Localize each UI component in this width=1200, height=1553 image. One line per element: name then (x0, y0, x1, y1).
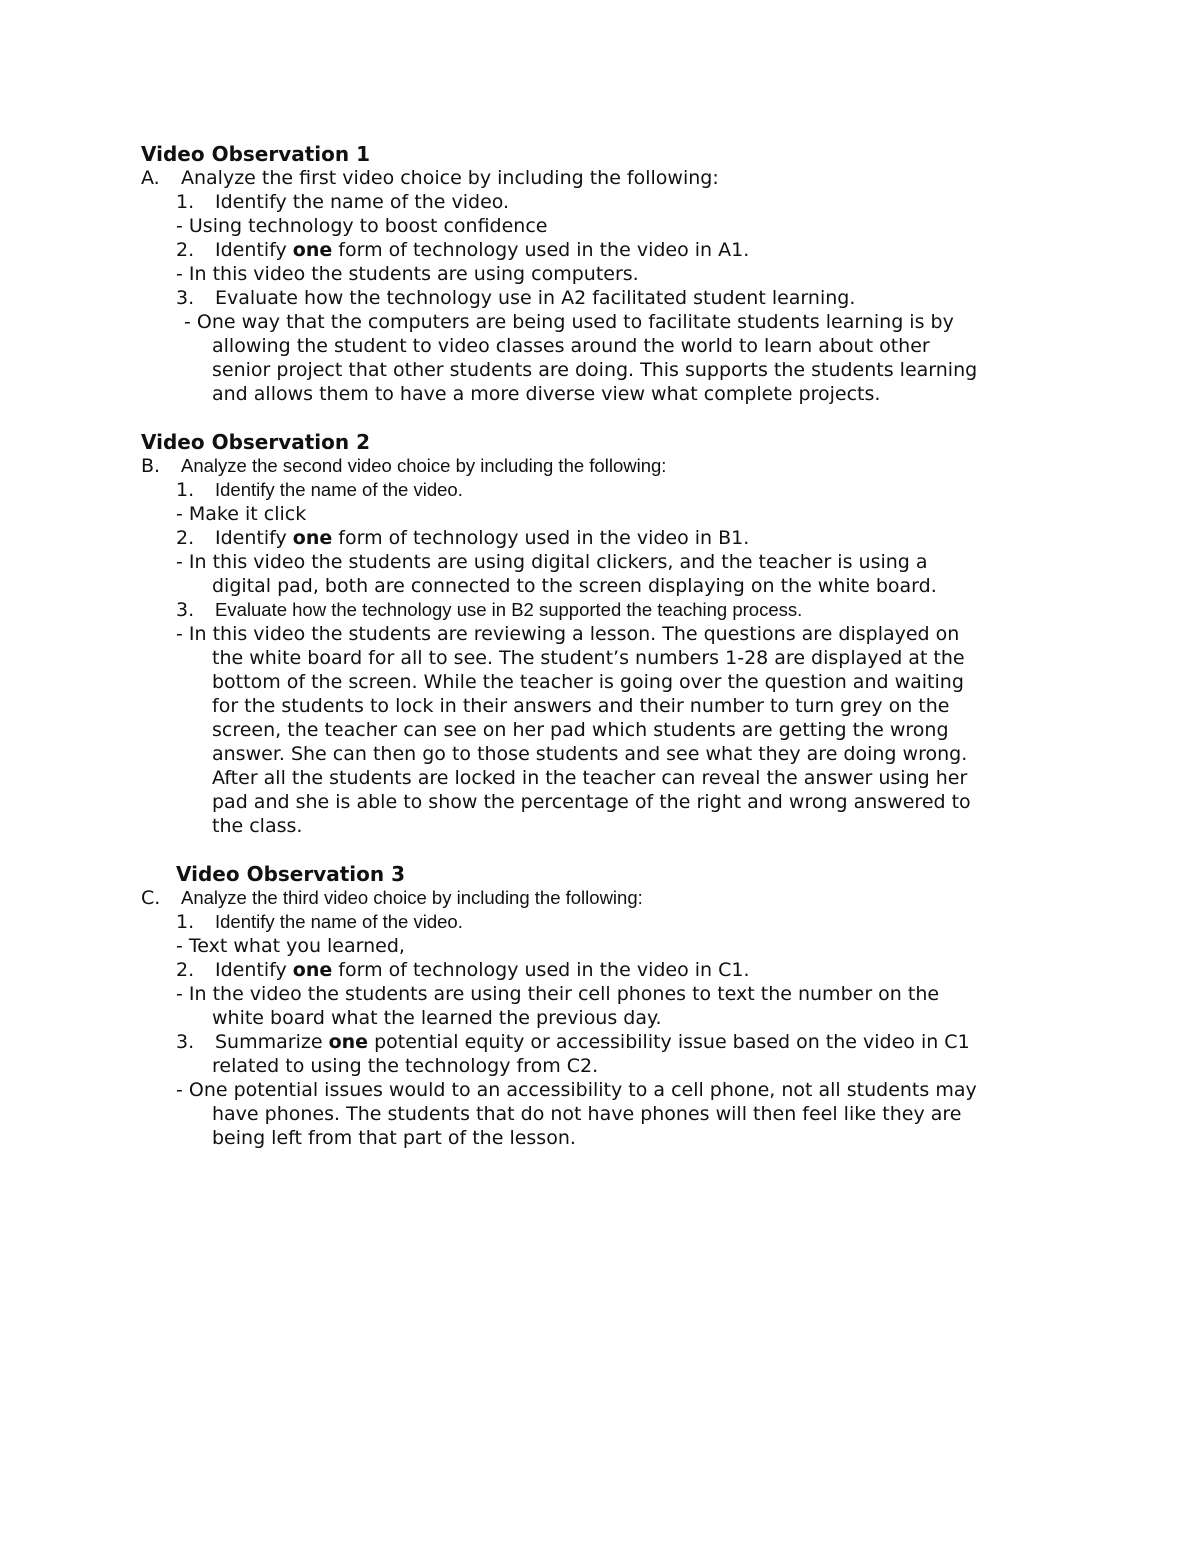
section-1-answer-3-line-1: - One way that the computers are being used to facilitate students learning is by (184, 311, 954, 333)
section-2-title: Video Observation 2 (141, 430, 371, 454)
section-3-title: Video Observation 3 (176, 862, 406, 886)
question-text: Evaluate how the technology use in A2 facilitated student learning. (215, 287, 856, 309)
section-3-item (141, 886, 643, 910)
question-text: Identify the name of the video. (215, 479, 463, 500)
question-text-pre: Identify (215, 527, 293, 549)
section-2-answer-1: - Make it click (176, 503, 307, 525)
question-number: 2. (176, 239, 195, 261)
question-text-bold: one (328, 1031, 369, 1053)
question-number: 3. (176, 287, 195, 309)
item-letter: C. (141, 887, 161, 909)
section-1-question-1 (176, 190, 509, 214)
question-text-pre: Identify (215, 959, 293, 981)
question-text-post: potential equity or accessibility issue based on the video in C1 (368, 1031, 970, 1053)
section-3-answer-2-line-1: - In the video the students are using their cell phones to text the number on the (176, 983, 940, 1005)
section-3-answer-2-line-2: white board what the learned the previous day. (212, 1007, 662, 1029)
section-2-answer-3-line-2: the white board for all to see. The student’s numbers 1-28 are displayed at the (212, 647, 965, 669)
section-2-answer-2-line-2: digital pad, both are connected to the screen displaying on the white board. (212, 575, 937, 597)
question-number: 2. (176, 959, 195, 981)
item-letter: B. (141, 455, 161, 477)
question-text: Identify the name of the video. (215, 191, 510, 213)
question-text-pre: Summarize (215, 1031, 329, 1053)
section-3-question-3 (176, 1030, 970, 1054)
question-text-post: form of technology used in the video in C1. (332, 959, 750, 981)
question-number: 1. (176, 479, 195, 501)
question-text: Evaluate how the technology use in B2 supported the teaching process. (215, 599, 803, 620)
section-3-question-2 (176, 958, 750, 982)
section-1-answer-1: - Using technology to boost confidence (176, 215, 548, 237)
section-2-answer-2-line-1: - In this video the students are using digital clickers, and the teacher is using a (176, 551, 928, 573)
section-3-question-1 (176, 910, 463, 934)
item-text: Analyze the third video choice by including the following: (181, 887, 643, 908)
section-3-answer-3-line-3: being left from that part of the lesson. (212, 1127, 576, 1149)
question-text-bold: one (292, 959, 333, 981)
question-number: 1. (176, 191, 195, 213)
section-1-item (141, 166, 719, 190)
section-1-title: Video Observation 1 (141, 142, 371, 166)
section-3-answer-3-line-1: - One potential issues would to an accessibility to a cell phone, not all students may (176, 1079, 977, 1101)
section-2-answer-3-line-4: for the students to lock in their answers and their number to turn grey on the (212, 695, 950, 717)
item-letter: A. (141, 167, 160, 189)
section-2-question-1 (176, 478, 463, 502)
section-3-answer-1: - Text what you learned, (176, 935, 405, 957)
section-1-answer-3-line-4: and allows them to have a more diverse view what complete projects. (212, 383, 881, 405)
section-2-answer-3-line-5: screen, the teacher can see on her pad which students are getting the wrong (212, 719, 949, 741)
section-2-question-3 (176, 598, 802, 622)
question-text-post: form of technology used in the video in A1. (332, 239, 750, 261)
section-2-answer-3-line-3: bottom of the screen. While the teacher is going over the question and waiting (212, 671, 964, 693)
question-text: Identify the name of the video. (215, 911, 463, 932)
section-1-answer-2: - In this video the students are using computers. (176, 263, 639, 285)
item-text: Analyze the first video choice by including the following: (181, 167, 719, 189)
section-2-answer-3-line-6: answer. She can then go to those students and see what they are doing wrong. (212, 743, 968, 765)
section-1-answer-3-line-2: allowing the student to video classes around the world to learn about other (212, 335, 930, 357)
section-1-question-2 (176, 238, 749, 262)
question-number: 2. (176, 527, 195, 549)
question-number: 3. (176, 599, 195, 621)
section-1-answer-3-line-3: senior project that other students are doing. This supports the students learning (212, 359, 978, 381)
question-text-post: form of technology used in the video in B1. (332, 527, 750, 549)
question-text-bold: one (292, 527, 333, 549)
section-2-question-2 (176, 526, 749, 550)
section-3-answer-3-line-2: have phones. The students that do not have phones will then feel like they are (212, 1103, 962, 1125)
section-2-answer-3-line-9: the class. (212, 815, 303, 837)
question-text-pre: Identify (215, 239, 293, 261)
question-text-bold: one (292, 239, 333, 261)
question-number: 3. (176, 1031, 195, 1053)
section-3-question-3-continued: related to using the technology from C2. (212, 1055, 599, 1077)
section-2-answer-3-line-7: After all the students are locked in the teacher can reveal the answer using her (212, 767, 968, 789)
section-1-question-3 (176, 286, 855, 310)
question-number: 1. (176, 911, 195, 933)
section-2-answer-3-line-8: pad and she is able to show the percentage of the right and wrong answered to (212, 791, 971, 813)
item-text: Analyze the second video choice by including the following: (181, 455, 667, 476)
section-2-item (141, 454, 666, 478)
section-2-answer-3-line-1: - In this video the students are reviewing a lesson. The questions are displayed on (176, 623, 960, 645)
